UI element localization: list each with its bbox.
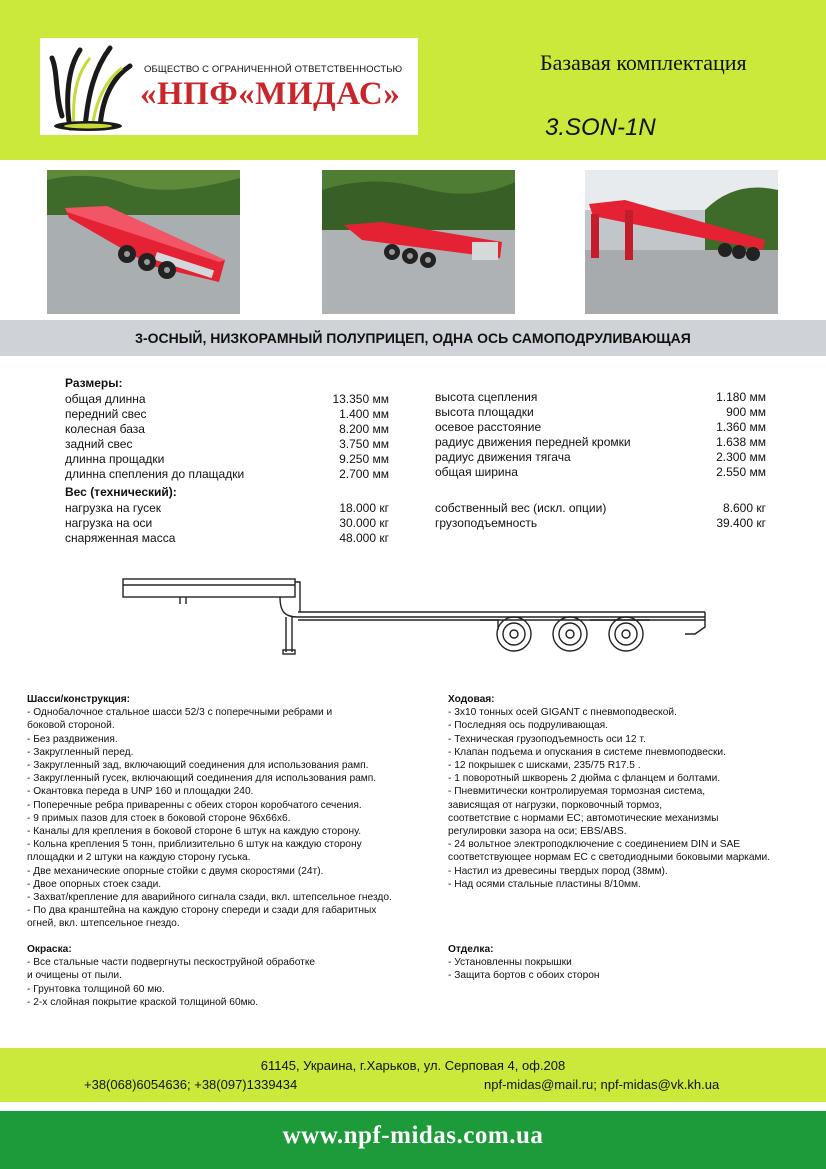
running-gear-line: - 1 поворотный шкворень 2 дюйма с фланцем и болтами. — [448, 773, 721, 785]
company-legal-form: ОБЩЕСТВО С ОГРАНИЧЕННОЙ ОТВЕТСТВЕННОСТЬЮ — [144, 64, 403, 75]
running-gear-line: - Пневмитически контролируемая тормозная система, — [448, 786, 706, 798]
model-name: 3.SON-1N — [545, 114, 656, 141]
footer-phones: +38(068)6054636; +38(097)1339434 — [84, 1077, 298, 1092]
chassis-line: - Без раздвижения. — [27, 733, 118, 745]
weight-heading: Вес (технический): — [65, 485, 177, 499]
spec-weight-label: грузоподъемность — [435, 516, 538, 530]
finishing-section — [448, 943, 600, 983]
chassis-line: площадки и 2 штуки на каждую сторону гуська. — [27, 852, 251, 864]
running-gear-line: - 3х10 тонных осей GIGANT с пневмоподвеской. — [448, 707, 677, 719]
website-link[interactable]: www.npf-midas.com.ua — [282, 1122, 544, 1149]
chassis-line: - Закругленный зад, включающий соединения для использования рамп. — [27, 760, 369, 772]
trailer-photo-side — [322, 170, 515, 314]
spec-dimension-label: длинна спепления до плащадки — [65, 467, 245, 481]
chassis-line: - Однобалочное стальное шасси 52/3 с поперечными ребрами и — [27, 707, 333, 719]
spec-weight-value: 8.600 кг — [723, 501, 766, 515]
spec-dimension-value: 13.350 мм — [332, 392, 389, 406]
spec-dimension-value: 2.700 мм — [339, 467, 389, 481]
finishing-line: - Защита бортов с обоих сторон — [448, 970, 600, 982]
running-gear-line: - 12 покрышек с шисками, 235/75 R17.5 . — [448, 760, 641, 772]
running-gear-line: зависящая от нагрузки, порковочный тормоз, — [448, 799, 663, 811]
running-gear-line: - 24 вольтное электроподключение с соединением DIN и SAE — [448, 839, 741, 851]
footer-address: 61145, Украина, г.Харьков, ул. Серповая 4, оф.208 — [260, 1058, 566, 1073]
trailer-side-drawing — [120, 572, 712, 662]
running-gear-line: - Над осями стальные пластины 8/10мм. — [448, 878, 641, 890]
spec-weight-label: нагрузка на гусек — [65, 501, 162, 515]
painting-heading: Окраска: — [27, 944, 72, 955]
spec-weight-label: нагрузка на оси — [65, 516, 153, 530]
spec-dimension-value: 1.400 мм — [339, 407, 389, 421]
running-gear-line: - Настил из древесины твердых пород (38мм). — [448, 865, 668, 877]
chassis-line: - По два кранштейна на каждую сторону спереди и сзади для габаритных — [27, 905, 377, 917]
running-gear-line: соответствующее нормам ЕС с светодиодными боковыми марками. — [448, 852, 771, 864]
chassis-line: - Кольна крепления 5 тонн, приблизительно 6 штук на каждую сторону — [27, 839, 362, 851]
chassis-line: - Каналы для крепления в боковой стороне 6 штук на каждую сторону. — [27, 826, 362, 838]
spec-weight-label: снаряженная масса — [65, 531, 176, 545]
chassis-heading: Шасси/конструкция: — [27, 694, 131, 705]
painting-line: - Все стальные части подвергнуты пескоструйной обработке — [27, 957, 316, 969]
chassis-line: - Две механические опорные стойки с двумя скоростями (24т). — [27, 865, 324, 877]
spec-dimension-label: общая длинна — [65, 392, 146, 406]
spec-dimension-value: 3.750 мм — [339, 437, 389, 451]
trailer-photo-front-angle — [47, 170, 240, 314]
running-gear-line: - Последняя ось подруливающая. — [448, 720, 608, 732]
spec-dimension-label: радиус движения передней кромки — [435, 435, 631, 449]
painting-line: - Грунтовка толщиной 60 мю. — [27, 983, 165, 995]
chassis-line: - 9 примых пазов для стоек в боковой стороне 96х66х6. — [27, 812, 291, 824]
running-gear-line: соответствие с нормами ЕС; автомотические механизмы — [448, 812, 719, 824]
spec-weight-value: 48.000 кг — [339, 531, 389, 545]
chassis-line: - Закругленный гусек, включающий соединения для использования рамп. — [27, 773, 377, 785]
chassis-line: огней, вкл. штепсельное гнездо. — [27, 918, 180, 930]
spec-dimension-label: длинна прощадки — [65, 452, 165, 466]
spec-dimension-value: 1.180 мм — [716, 390, 766, 404]
chassis-line: - Окантовка переда в UNP 160 и площадки 240. — [27, 786, 254, 798]
running-gear-line: - Техническая грузоподъемность оси 12 т. — [448, 733, 646, 745]
finishing-line: - Установленны покрышки — [448, 957, 572, 969]
dimensions-heading: Размеры: — [65, 376, 123, 390]
spec-dimension-value: 9.250 мм — [339, 452, 389, 466]
spec-dimension-label: высота сцепления — [435, 390, 538, 404]
chassis-line: - Захват/крепление для аварийного сигнала сзади, вкл. штепсельное гнездо. — [27, 892, 392, 904]
spec-dimension-label: высота площадки — [435, 405, 534, 419]
spec-weight-value: 30.000 кг — [339, 516, 389, 530]
spec-dimension-label: радиус движения тягача — [435, 450, 571, 464]
painting-line: и очищены от пыли. — [27, 970, 122, 982]
running-gear-line: - Клапан подъема и опускания в системе пневмоподвески. — [448, 746, 726, 758]
spec-dimension-value: 900 мм — [726, 405, 766, 419]
product-heading: 3-ОСНЫЙ, НИЗКОРАМНЫЙ ПОЛУПРИЦЕП, ОДНА ОСЬ САМОПОДРУЛИВАЮЩАЯ — [135, 330, 691, 346]
spec-dimension-label: передний свес — [65, 407, 147, 421]
chassis-line: боковой стороной. — [27, 720, 115, 732]
page-title: Базавая комплектация — [540, 50, 747, 75]
chassis-section — [27, 693, 392, 931]
spec-dimension-value: 8.200 мм — [339, 422, 389, 436]
chassis-line: - Двое опорных стоек сзади. — [27, 878, 162, 890]
spec-dimension-label: осевое расстояние — [435, 420, 542, 434]
finishing-heading: Отделка: — [448, 944, 494, 955]
running-gear-heading: Ходовая: — [448, 694, 495, 705]
footer-emails: npf-midas@mail.ru; npf-midas@vk.kh.ua — [484, 1077, 720, 1092]
spec-dimension-value: 1.360 мм — [716, 420, 766, 434]
spec-dimension-value: 2.300 мм — [716, 450, 766, 464]
spec-dimension-value: 1.638 мм — [716, 435, 766, 449]
trailer-photo-rear — [585, 170, 778, 314]
spec-weight-value: 39.400 кг — [716, 516, 766, 530]
chassis-line: - Поперечные ребра приваренны с обеих сторон коробчатого сечения. — [27, 799, 362, 811]
running-gear-section — [448, 693, 770, 891]
footer-band — [0, 1048, 826, 1102]
spec-dimension-value: 2.550 мм — [716, 465, 766, 479]
chassis-line: - Закругленный перед. — [27, 746, 134, 758]
spec-weight-label: собственный вес (искл. опции) — [435, 501, 607, 515]
painting-line: - 2-х слойная покрытие краской толщиной 60мю. — [27, 996, 259, 1008]
running-gear-line: регулировки зазора на оси; EBS/ABS. — [448, 826, 627, 838]
spec-weight-value: 18.000 кг — [339, 501, 389, 515]
spec-dimension-label: задний свес — [65, 437, 133, 451]
company-name: «НПФ«МИДАС» — [140, 76, 401, 112]
spec-dimension-label: общая ширина — [435, 465, 518, 479]
spec-dimension-label: колесная база — [65, 422, 145, 436]
painting-section — [27, 943, 315, 1009]
company-logo-icon — [40, 38, 140, 135]
